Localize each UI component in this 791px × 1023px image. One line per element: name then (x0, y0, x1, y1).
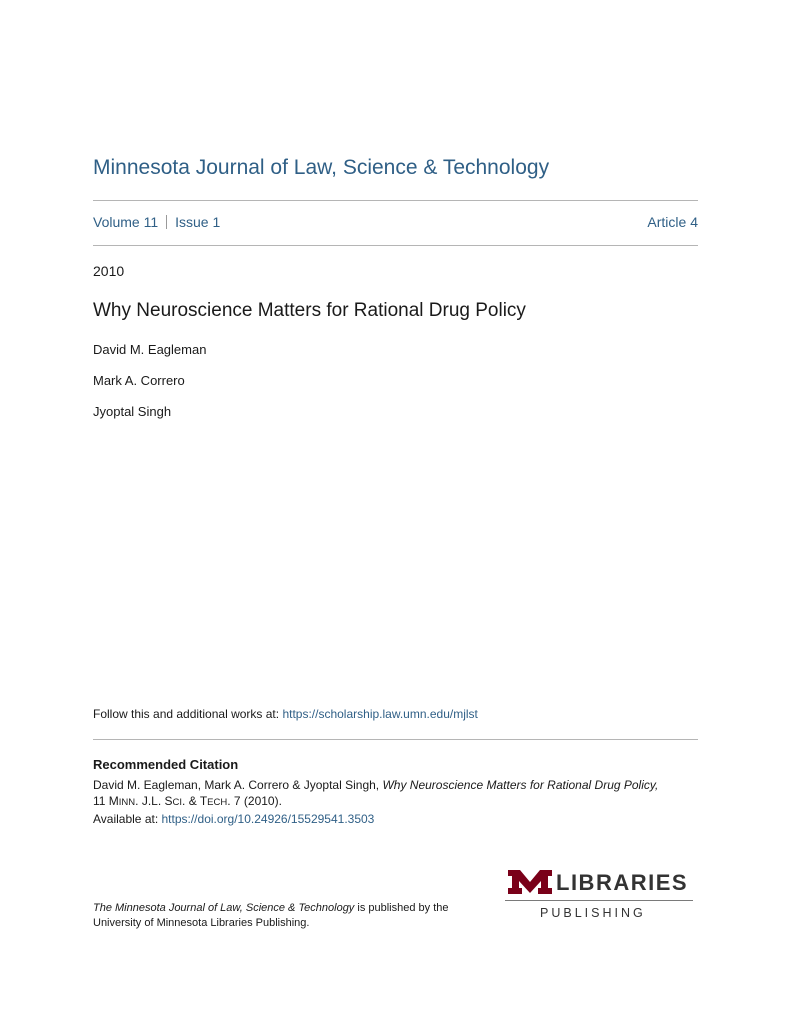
citation-journal-s: S (164, 794, 173, 808)
logo-publishing-text: PUBLISHING (540, 906, 646, 920)
author-3[interactable]: Jyoptal Singh (93, 404, 172, 419)
publisher-journal-name: The Minnesota Journal of Law, Science & Technology (93, 902, 355, 914)
publisher-note (93, 901, 493, 931)
journal-title-link[interactable]: Minnesota Journal of Law, Science & Technology (93, 156, 550, 179)
article-title: Why Neuroscience Matters for Rational Drug Policy (93, 300, 526, 321)
citation-authors: David M. Eagleman, Mark A. Correro & Jyoptal Singh, (93, 778, 383, 792)
citation-title: Why Neuroscience Matters for Rational Drug Policy, (382, 778, 659, 792)
follow-line (93, 707, 478, 721)
publisher-note-rest: is published by the (354, 902, 449, 914)
publication-year: 2010 (93, 263, 125, 279)
article-link[interactable]: Article 4 (647, 214, 698, 230)
author-1[interactable]: David M. Eagleman (93, 342, 207, 357)
citation-heading: Recommended Citation (93, 757, 239, 772)
collection-link[interactable]: https://scholarship.law.umn.edu/mjlst (282, 707, 478, 721)
citation-journal-inn: INN (118, 797, 136, 808)
doi-link[interactable]: https://doi.org/10.24926/15529541.3503 (161, 812, 375, 826)
publisher-note-line2: University of Minnesota Libraries Publishing. (93, 917, 310, 929)
citation-divider (93, 739, 698, 740)
citation-journal-ech: ECH (207, 797, 228, 808)
follow-prefix: Follow this and additional works at: (93, 707, 283, 721)
citation-journal-ci: CI (172, 797, 183, 808)
separator (166, 215, 167, 229)
citation-text (93, 777, 703, 827)
logo-libraries-text: LIBRARIES (556, 870, 689, 895)
citation-journal-amp: . & (182, 794, 200, 808)
volume-link[interactable]: Volume 11 (93, 214, 159, 230)
available-label: Available at: (93, 812, 162, 826)
university-m-logo-icon (507, 868, 553, 896)
top-divider (93, 200, 698, 201)
issue-link[interactable]: Issue 1 (175, 214, 221, 230)
citation-journal-jl: . J.L. (135, 794, 165, 808)
volume-issue-row (93, 214, 698, 234)
author-2[interactable]: Mark A. Correro (93, 373, 185, 388)
citation-journal-t: T (199, 794, 208, 808)
citation-journal-m: M (108, 794, 119, 808)
second-divider (93, 245, 698, 246)
citation-pages-year: . 7 (2010). (227, 794, 282, 808)
logo-divider (505, 900, 693, 901)
citation-volume: 11 (93, 794, 109, 808)
